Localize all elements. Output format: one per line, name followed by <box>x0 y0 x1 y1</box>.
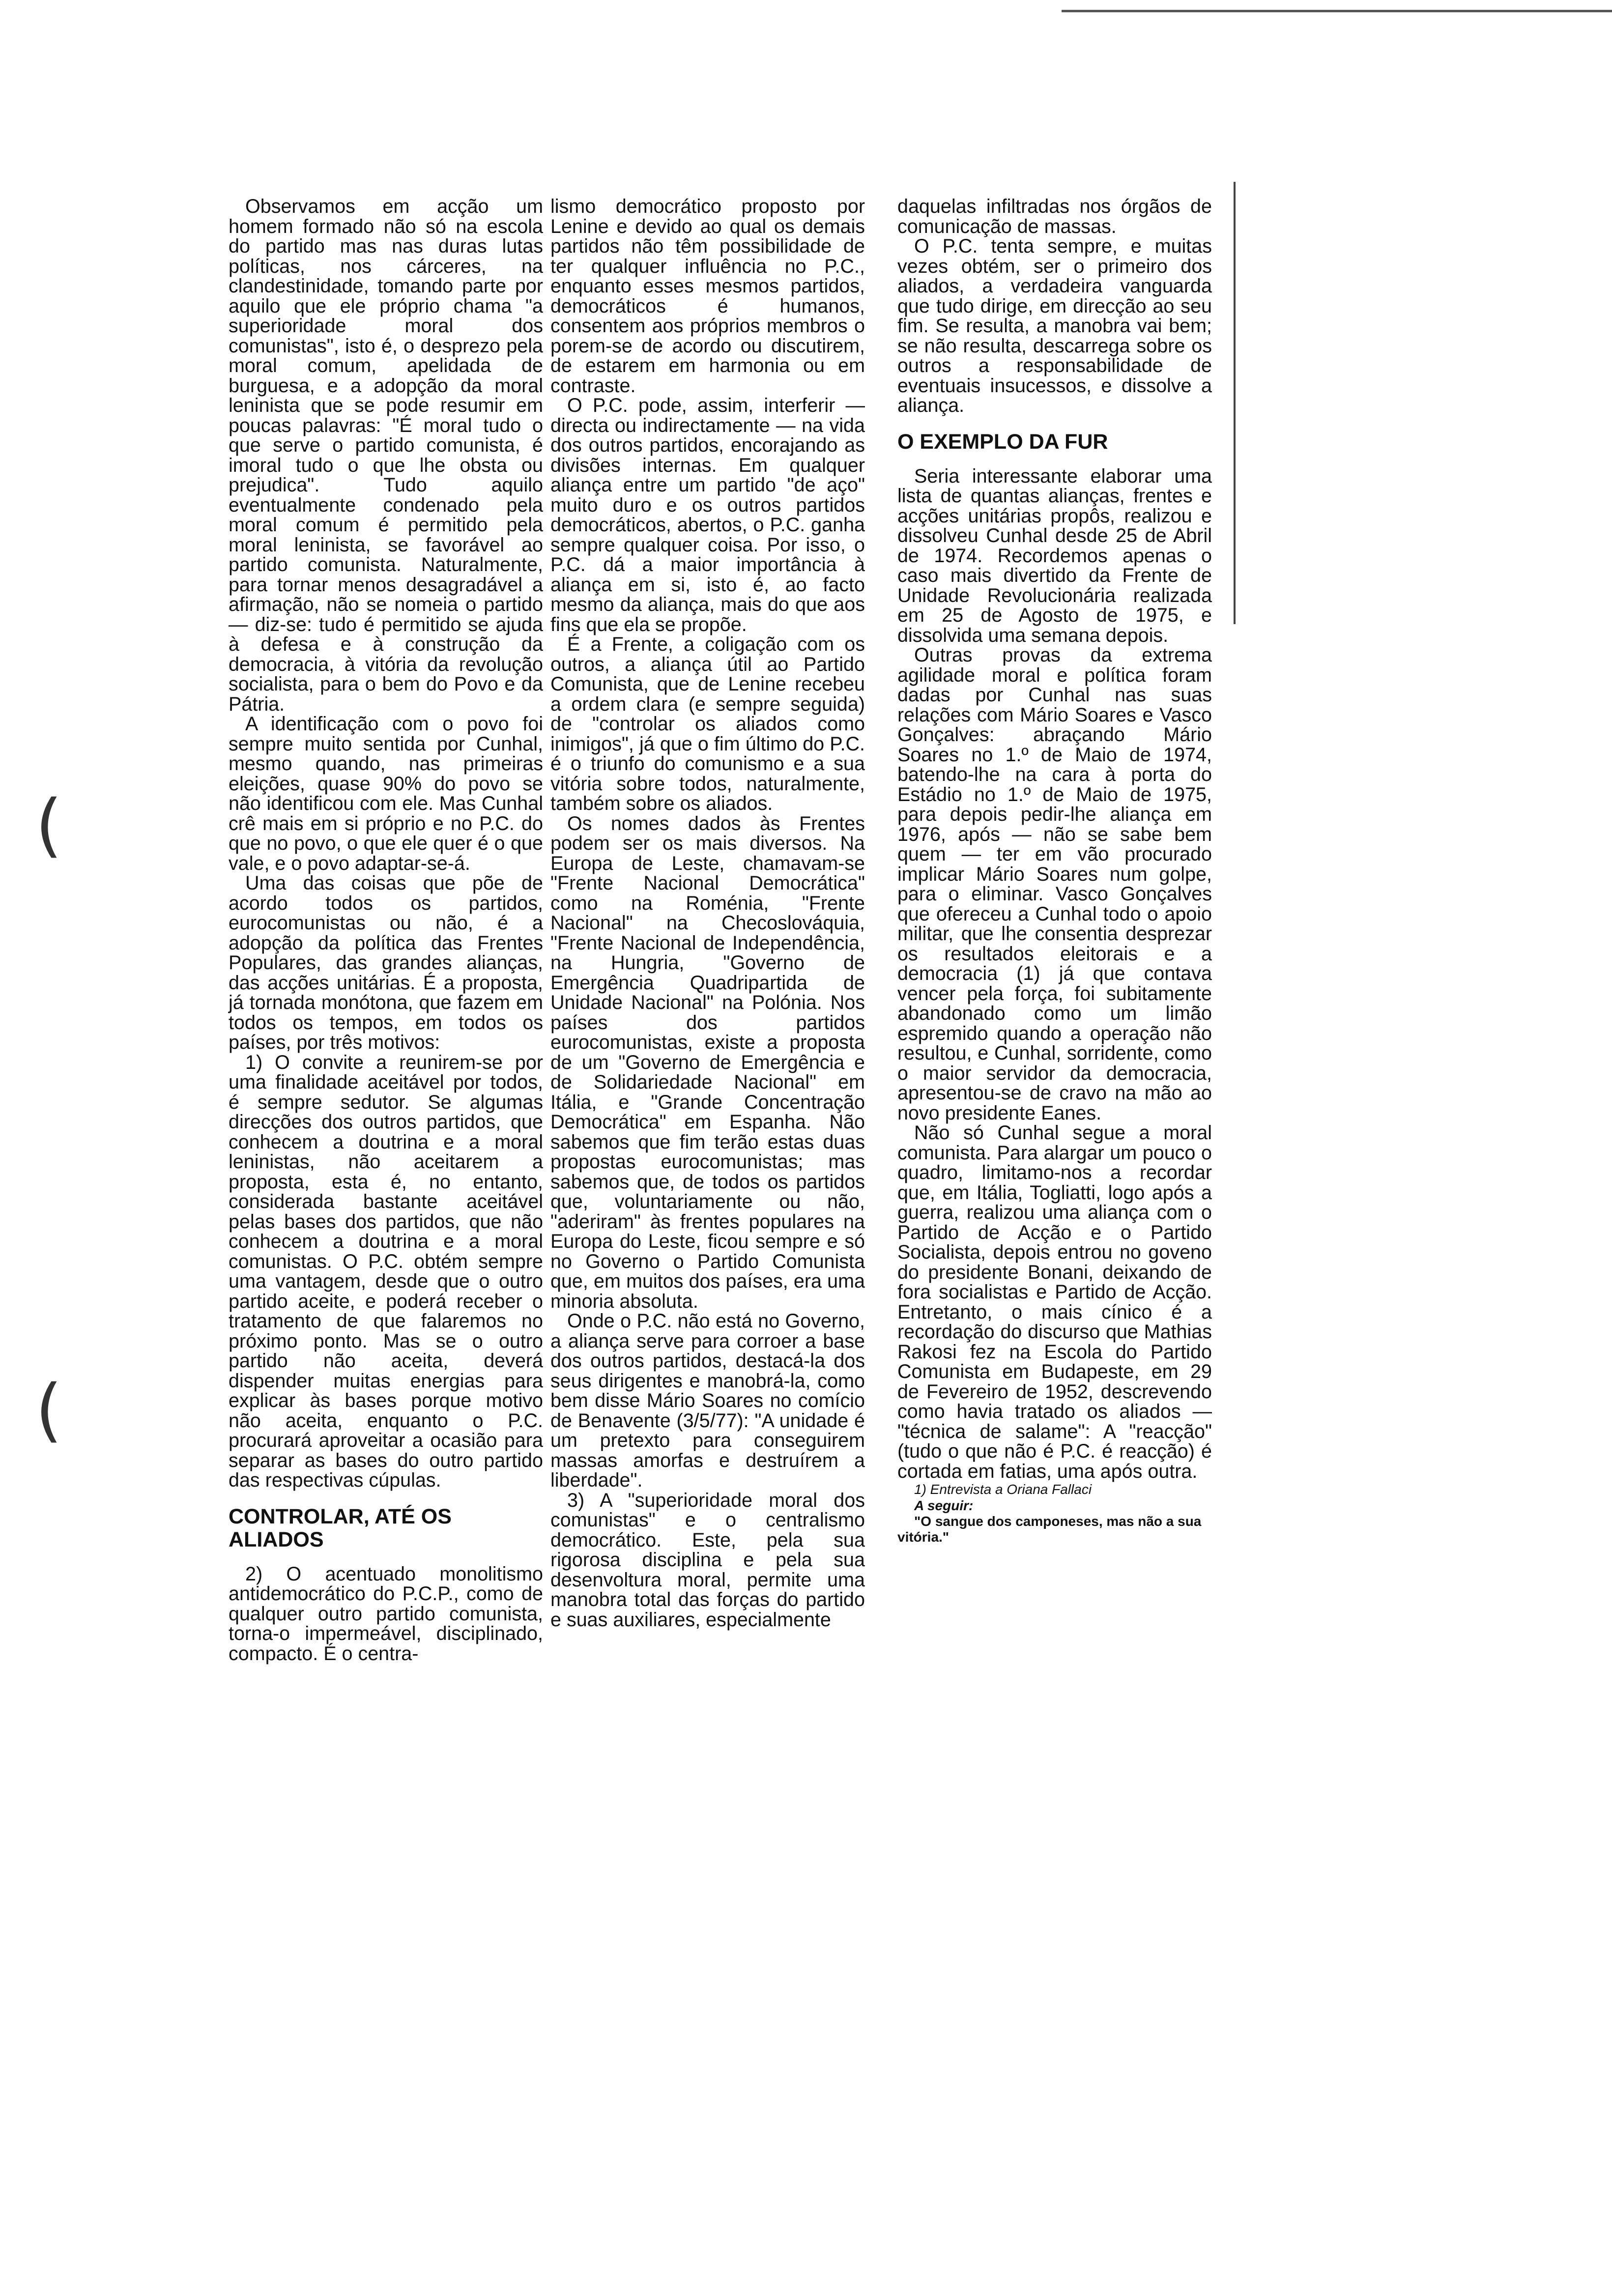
paragraph: Onde o P.C. não está no Governo, a aliança serve para corroer a base dos outros partidos, destacá-la dos seus dirigentes e manobrá-la, como bem disse Mário Soares no comício de Benavente (3/5/77): "A unidade é um pretexto para conseguirem massas amorfas e destruírem a liberdade". <box>550 1310 865 1491</box>
paragraph: O P.C. tenta sempre, e muitas vezes obtém, ser o primeiro dos aliados, a verdadeira vanguarda que tudo dirige, em direcção ao seu fim. Se resulta, a manobra vai bem; se não resulta, descarrega sobre os outros a responsabilidade de eventuais insucessos, e dissolve a aliança. <box>897 235 1212 416</box>
paragraph: Outras provas da extrema agilidade moral e política foram dadas por Cunhal nas suas relações com Mário Soares e Vasco Gonçalves: abraçando Mário Soares no 1.º de Maio de 1974, batendo-lhe na cara à porta do Estádio no 1.º de Maio de 1975, para depois pedir-lhe aliança em 1976, após — não se sabe bem quem — ter em vão procurado implicar Mário Soares num golpe, para o eliminar. Vasco Gonçalves que ofereceu a Cunhal todo o apoio militar, que lhe consentia desprezar os resultados eleitorais e a democracia (1) já que contava vencer pela força, foi subitamente abandonado como um limão espremido quando a operação não resultou, e Cunhal, sorridente, como o maior servidor da democracia, apresentou-se de cravo na mão ao novo presidente Eanes. <box>897 644 1212 1124</box>
article-column-1 <box>229 197 543 1664</box>
paragraph: daquelas infiltradas nos órgãos de comunicação de massas. <box>897 196 1212 237</box>
column-rule <box>1234 182 1236 624</box>
paragraph: Observamos em acção um homem formado não só na escola do partido mas nas duras lutas políticas, nos cárceres, na clandestinidade, tomando parte por aquilo que ele próprio chama "a superioridade moral dos comunistas", isto é, o desprezo pela moral comum, apelidada de burguesa, e a adopção da moral leninista que se pode resumir em poucas palavras: "É moral tudo o que serve o partido comunista, é imoral tudo o que lhe obsta ou prejudica". Tudo aquilo eventualmente condenado pela moral comum é permitido pela moral leninista, se favorável ao partido comunista. Naturalmente, para tornar menos desagradável a afirmação, não se nomeia o partido — diz-se: tudo é permitido se ajuda à defesa e à construção da democracia, à vitória da revolução socialista, para o bem do Povo e da Pátria. <box>229 196 543 715</box>
paragraph: 3) A "superioridade moral dos comunistas" e o centralismo democrático. Este, pela sua rigorosa disciplina e pela sua desenvoltura moral, permite uma manobra total das forças do partido e suas auxiliares, especialmente <box>550 1489 865 1631</box>
binder-hole-mark-bottom: ( <box>35 1370 62 1450</box>
paragraph: É a Frente, a coligação com os outros, a aliança útil ao Partido Comunista, que de Lenine recebeu a ordem clara (e sempre seguida) de "controlar os aliados como inimigos", já que o fim último do P.C. é o triunfo do comunismo e a sua vitória sobre todos, naturalmente, também sobre os aliados. <box>550 633 865 814</box>
article-column-3 <box>897 197 1212 1545</box>
section-heading: O EXEMPLO DA FUR <box>897 430 1108 454</box>
footnote: 1) Entrevista a Oriana Fallaci <box>914 1482 1092 1497</box>
paragraph: Uma das coisas que põe de acordo todos os partidos, eurocomunistas ou não, é a adopção da política das Frentes Populares, das grandes alianças, das acções unitárias. É a proposta, já tornada monótona, que fazem em todos os tempos, em todos os países, por três motivos: <box>229 872 543 1053</box>
paragraph: 2) O acentuado monolitismo antidemocrático do P.C.P., como de qualquer outro partido comunista, torna-o impermeável, disciplinado, compacto. É o centra- <box>229 1563 543 1665</box>
article-column-2 <box>550 197 865 1630</box>
paragraph: Seria interessante elaborar uma lista de quantas alianças, frentes e acções unitárias propôs, realizou e dissolveu Cunhal desde 25 de Abril de 1974. Recordemos apenas o caso mais divertido da Frente de Unidade Revolucionária realizada em 25 de Agosto de 1975, e dissolvida uma semana depois. <box>897 465 1212 646</box>
next-article-title: "O sangue dos camponeses, mas não a sua vitória." <box>897 1514 1202 1545</box>
paragraph: A identificação com o povo foi sempre muito sentida por Cunhal, mesmo quando, nas primeiras eleições, quase 90% do povo se não identificou com ele. Mas Cunhal crê mais em si próprio e no P.C. do que no povo, o que ele quer é o que vale, e o povo adaptar-se-á. <box>229 713 543 874</box>
top-rule <box>1062 10 1612 12</box>
paragraph: lismo democrático proposto por Lenine e devido ao qual os demais partidos não têm possibilidade de ter qualquer influência no P.C., enquanto esses mesmos partidos, democráticos é humanos, consentem aos próprios membros o porem-se de acordo ou discutirem, de estarem em harmonia ou em contraste. <box>550 196 865 397</box>
paragraph: Os nomes dados às Frentes podem ser os mais diversos. Na Europa de Leste, chamavam-se "Frente Nacional Democrática" como na Roménia, "Frente Nacional" na Checoslováquia, "Frente Nacional de Independência, na Hungria, "Governo de Emergência Quadripartida de Unidade Nacional" na Polónia. Nos países dos partidos eurocomunistas, existe a proposta de um "Governo de Emergência e de Solidariedade Nacional" em Itália, e "Grande Concentração Democrática" em Espanha. Não sabemos que fim terão estas duas propostas eurocomunistas; mas sabemos que, de todos os partidos que, voluntariamente ou não, "aderiram" às frentes populares na Europa do Leste, ficou sempre e só no Governo o Partido Comunista que, em muitos dos países, era uma minoria absoluta. <box>550 812 865 1312</box>
paragraph: 1) O convite a reunirem-se por uma finalidade aceitável por todos, é sempre sedutor. Se algumas direcções dos outros partidos, que conhecem a doutrina e a moral leninistas, não aceitarem a proposta, esta é, no entanto, considerada bastante aceitável pelas bases dos partidos, que não conhecem a doutrina e a moral comunistas. O P.C. obtém sempre uma vantagem, desde que o outro partido aceite, e poderá receber o tratamento de que falaremos no próximo ponto. Mas se o outro partido não aceita, deverá dispender muitas energias para explicar às bases porque motivo não aceita, enquanto o P.C. procurará aproveitar a ocasião para separar as bases do outro partido das respectivas cúpulas. <box>229 1051 543 1491</box>
binder-hole-mark-top: ( <box>35 785 62 865</box>
section-heading: CONTROLAR, ATÉ OS ALIADOS <box>229 1504 452 1551</box>
paragraph: Não só Cunhal segue a moral comunista. Para alargar um pouco o quadro, limitamo-nos a recordar que, em Itália, Togliatti, logo após a guerra, realizou uma aliança com o Partido de Acção e o Partido Socialista, depois entrou no goveno do presidente Bonani, deixando de fora socialistas e Partido de Acção. Entretanto, o mais cínico é a recordação do discurso que Mathias Rakosi fez na Escola do Partido Comunista em Budapeste, em 29 de Fevereiro de 1952, descrevendo como havia tratado os aliados — "técnica de salame": A "reacção" (tudo o que não é P.C. é reacção) é cortada em fatias, uma após outra. <box>897 1122 1212 1482</box>
paragraph: O P.C. pode, assim, interferir — directa ou indirectamente — na vida dos outros partidos, encorajando as divisões internas. Em qualquer aliança entre um partido "de aço" muito duro e os outros partidos democráticos, abertos, o P.C. ganha sempre qualquer coisa. Por isso, o P.C. dá a maior importância à aliança em si, isto é, ao facto mesmo da aliança, mais do que aos fins que ela se propõe. <box>550 395 865 635</box>
next-article-label: A seguir: <box>914 1498 974 1513</box>
